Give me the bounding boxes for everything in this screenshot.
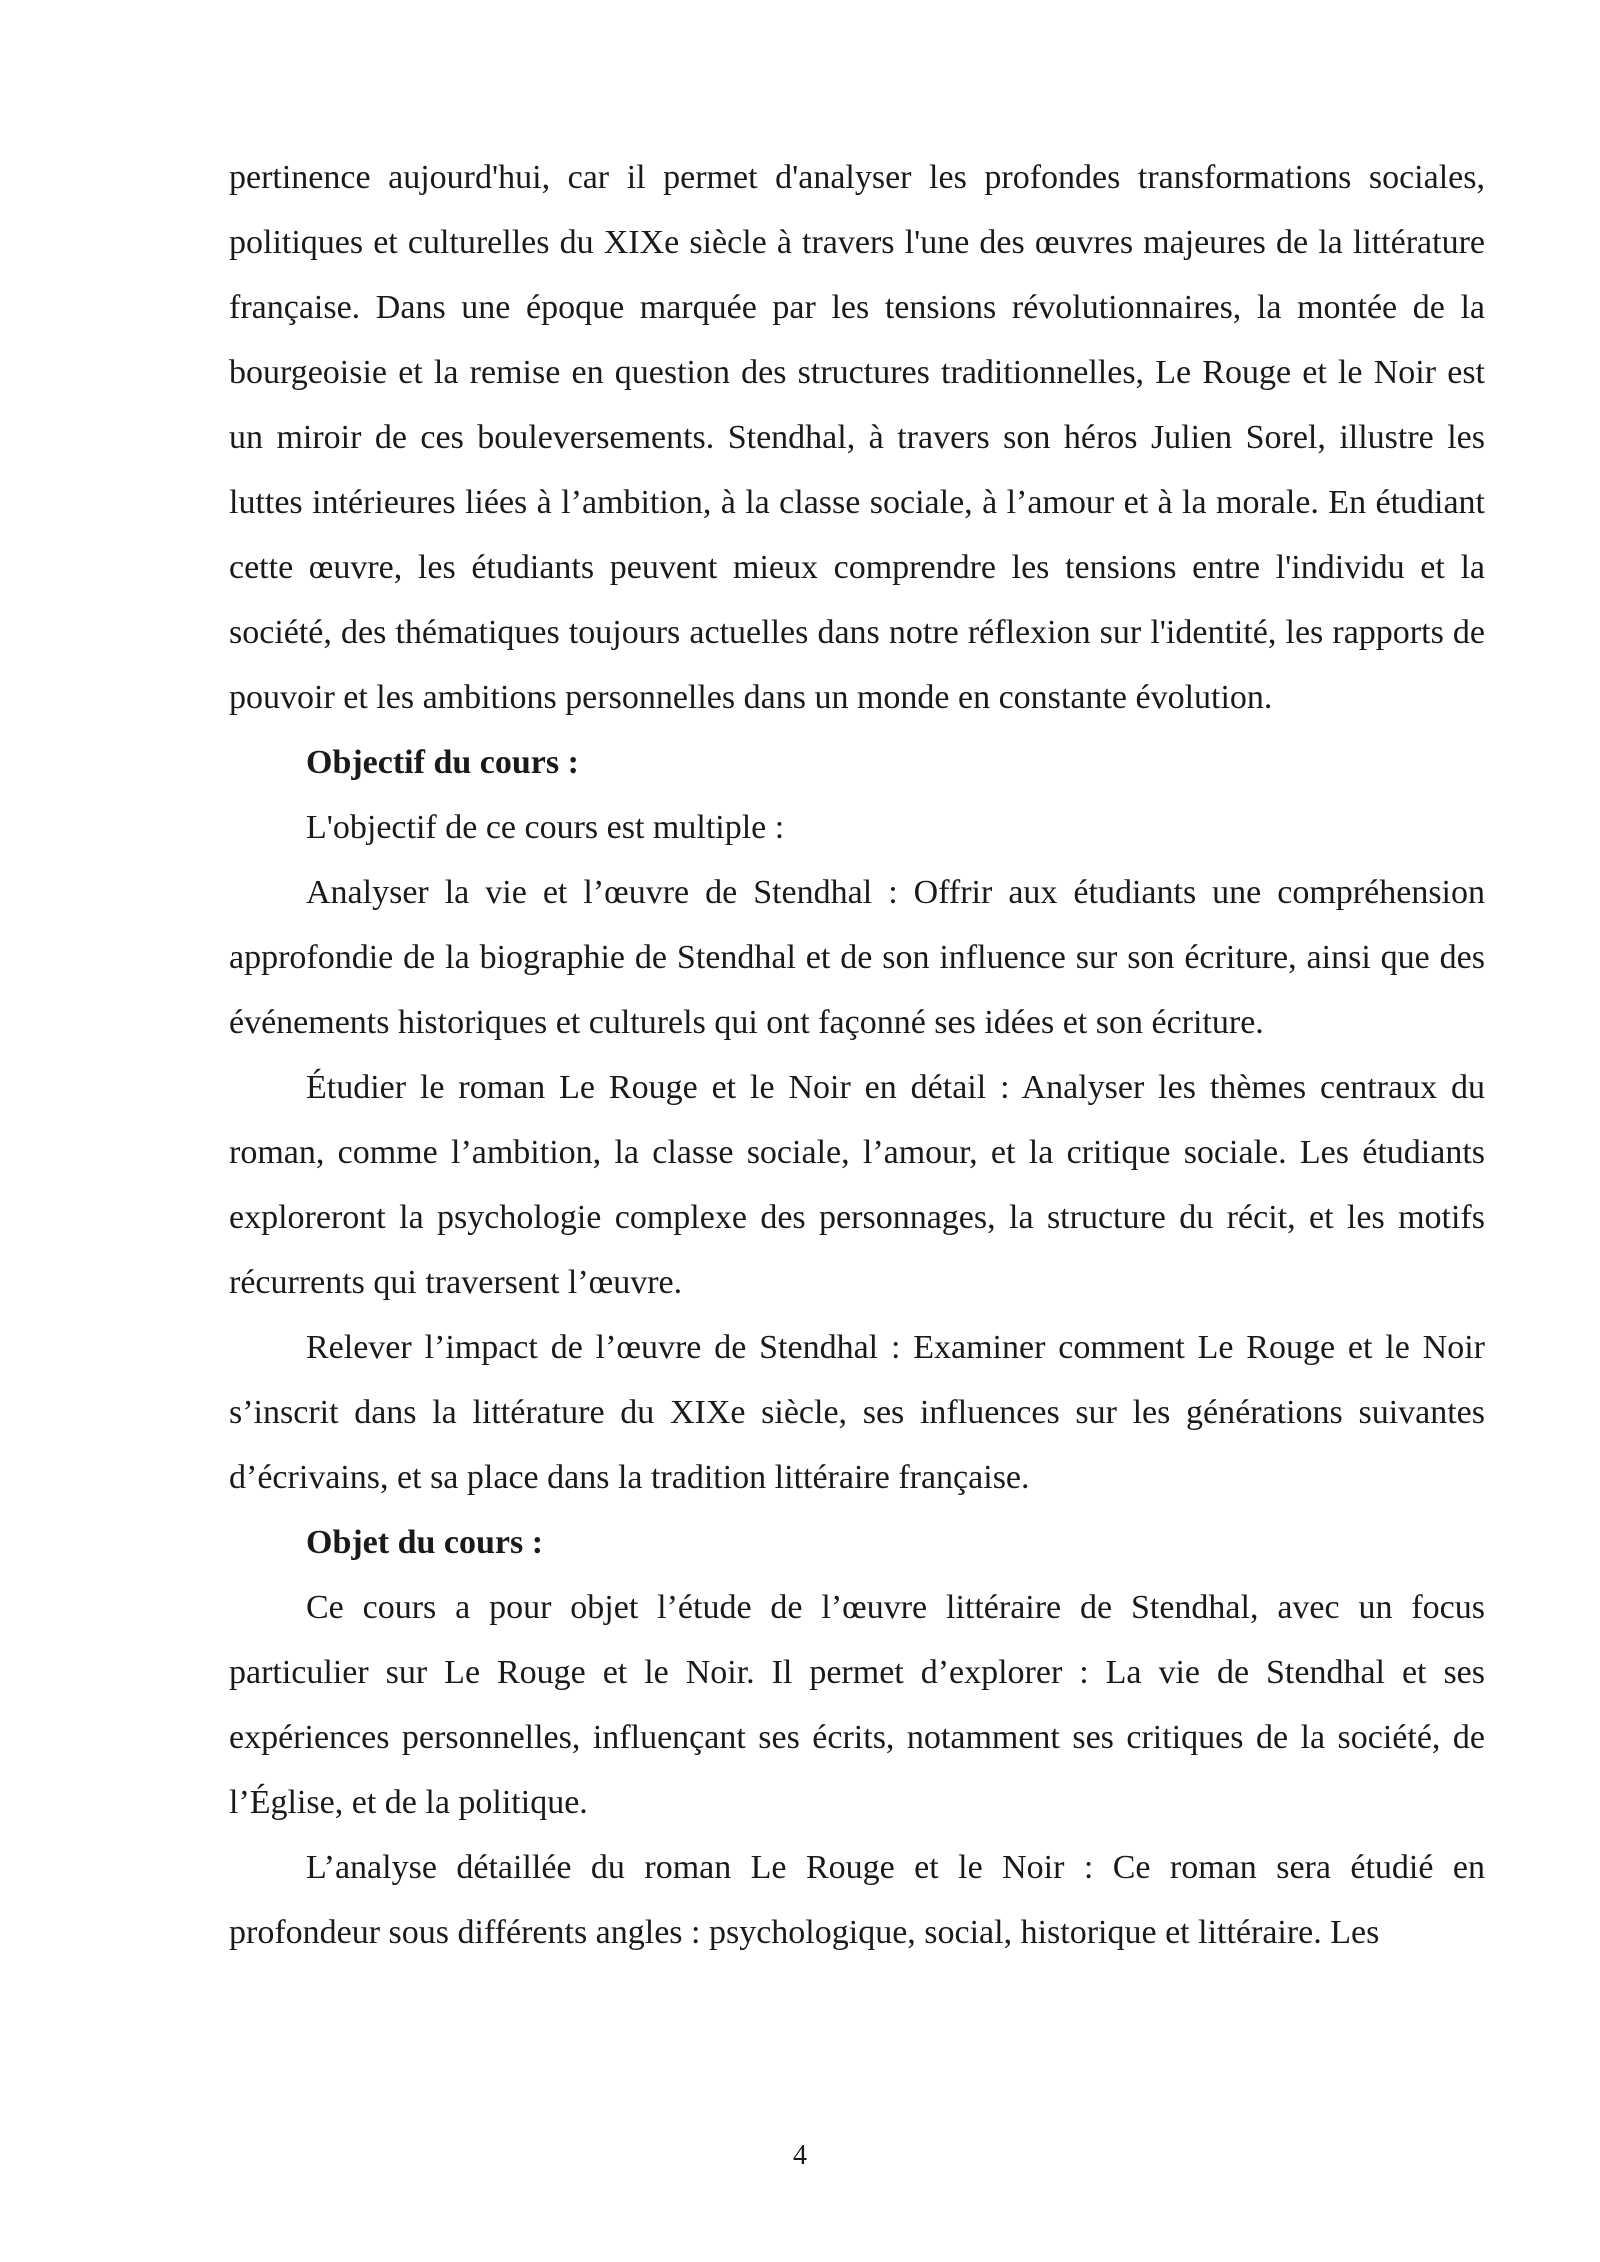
- paragraph-objet-analyse: L’analyse détaillée du roman Le Rouge et le Noir : Ce roman sera étudié en profondeur sous différents angles : psychologique, social, historique et littéraire. Les: [229, 1849, 1485, 1951]
- paragraph-objectif-impact: Relever l’impact de l’œuvre de Stendhal : Examiner comment Le Rouge et le Noir s’inscrit dans la littérature du XIXe siècle, ses influences sur les générations suivantes d’écrivains, et sa place dans la tradition littéraire française.: [229, 1329, 1485, 1496]
- body-text: [229, 145, 1485, 1965]
- heading-objectif-du-cours: Objectif du cours :: [306, 744, 579, 781]
- paragraph-intro-continued: pertinence aujourd'hui, car il permet d'analyser les profondes transformations sociales, politiques et culturelles du XIXe siècle à travers l'une des œuvres majeures de la littérature française. Dans une époque marquée par les tensions révolutionnaires, la montée de la bourgeoisie et la remise en question des structures traditionnelles, Le Rouge et le Noir est un miroir de ces bouleversements. Stendhal, à travers son héros Julien Sorel, illustre les luttes intérieures liées à l’ambition, à la classe sociale, à l’amour et à la morale. En étudiant cette œuvre, les étudiants peuvent mieux comprendre les tensions entre l'individu et la société, des thématiques toujours actuelles dans notre réflexion sur l'identité, les rapports de pouvoir et les ambitions personnelles dans un monde en constante évolution.: [229, 159, 1485, 716]
- paragraph-objectif-vie-oeuvre: Analyser la vie et l’œuvre de Stendhal : Offrir aux étudiants une compréhension approfondie de la biographie de Stendhal et de son influence sur son écriture, ainsi que des événements historiques et culturels qui ont façonné ses idées et son écriture.: [229, 874, 1485, 1041]
- paragraph-objectif-intro: L'objectif de ce cours est multiple :: [306, 809, 785, 846]
- heading-objet-du-cours: Objet du cours :: [306, 1524, 544, 1561]
- paragraph-objet-intro: Ce cours a pour objet l’étude de l’œuvre littéraire de Stendhal, avec un focus particulier sur Le Rouge et le Noir. Il permet d’explorer : La vie de Stendhal et ses expériences personnelles, influençant ses écrits, notamment ses critiques de la société, de l’Église, et de la politique.: [229, 1589, 1485, 1821]
- paragraph-objectif-roman: Étudier le roman Le Rouge et le Noir en détail : Analyser les thèmes centraux du roman, comme l’ambition, la classe sociale, l’amour, et la critique sociale. Les étudiants exploreront la psychologie complexe des personnages, la structure du récit, et les motifs récurrents qui traversent l’œuvre.: [229, 1069, 1485, 1301]
- page-number: 4: [793, 2140, 807, 2171]
